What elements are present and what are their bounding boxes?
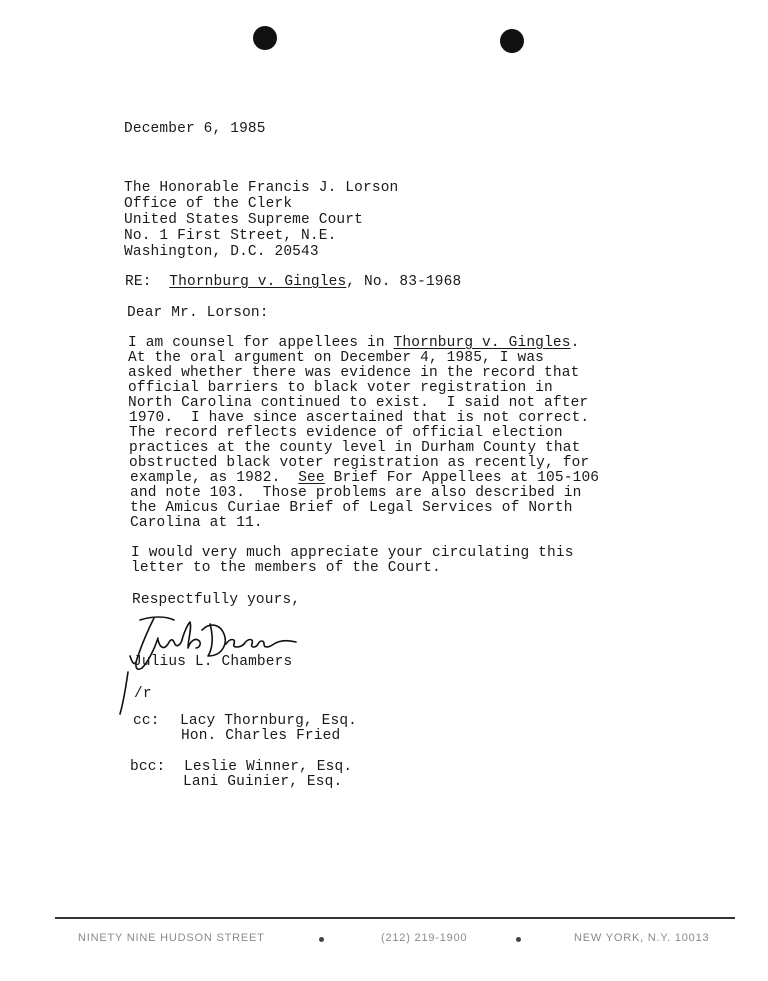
body-line: The record reflects evidence of official election — [129, 425, 563, 441]
footer-phone: (212) 219-1900 — [381, 932, 468, 944]
addressee-line-3: United States Supreme Court — [124, 212, 363, 228]
re-label: RE: — [125, 274, 152, 290]
body-line: example, as 1982. See Brief For Appellees at 105-106 — [130, 470, 600, 486]
footer-street: NINETY NINE HUDSON STREET — [78, 932, 265, 944]
body-line: the Amicus Curiae Brief of Legal Services of North — [130, 500, 573, 516]
signer-name: Julius L. Chambers — [133, 654, 293, 670]
body-case-name: Thornburg v. Gingles — [393, 335, 571, 351]
footer-bullet-2 — [516, 937, 521, 942]
body-line: official barriers to black voter registration in — [128, 380, 553, 396]
cc-label: cc: — [133, 713, 160, 729]
body-line: 1970. I have since ascertained that is not correct. — [129, 410, 590, 426]
addressee-line-2: Office of the Clerk — [124, 196, 293, 212]
re-case-name: Thornburg v. Gingles — [169, 274, 347, 290]
bcc-label: bcc: — [130, 759, 166, 775]
body-line: asked whether there was evidence in the record that — [128, 365, 580, 381]
body-line: and note 103. Those problems are also described in — [130, 485, 582, 501]
body-line: obstructed black voter registration as recently, for — [129, 455, 590, 471]
punch-hole-left — [253, 26, 277, 50]
footer-city: NEW YORK, N.Y. 10013 — [574, 932, 710, 944]
letter-date: December 6, 1985 — [124, 121, 266, 137]
typist-initials: /r — [134, 686, 152, 702]
cc-recipient-1: Lacy Thornburg, Esq. — [180, 713, 358, 729]
bcc-recipient-2: Lani Guinier, Esq. — [183, 774, 343, 790]
bcc-recipient-1: Leslie Winner, Esq. — [184, 759, 353, 775]
body-line: I am counsel for appellees in Thornburg v. Gingles. — [128, 335, 580, 351]
addressee-line-1: The Honorable Francis J. Lorson — [124, 180, 399, 196]
footer-rule — [55, 917, 735, 919]
closing: Respectfully yours, — [132, 592, 301, 608]
body-line: I would very much appreciate your circulating this — [131, 545, 574, 561]
body-line: Carolina at 11. — [130, 515, 263, 531]
punch-hole-right — [500, 29, 524, 53]
see-signal: See — [298, 470, 325, 486]
body-line: letter to the members of the Court. — [131, 560, 441, 576]
salutation: Dear Mr. Lorson: — [127, 305, 269, 321]
cc-recipient-2: Hon. Charles Fried — [181, 728, 341, 744]
re-case-number: , No. 83-1968 — [346, 274, 462, 290]
footer-bullet-1 — [319, 937, 324, 942]
body-line: At the oral argument on December 4, 1985, I was — [128, 350, 545, 366]
addressee-line-5: Washington, D.C. 20543 — [124, 244, 319, 260]
body-line: practices at the county level in Durham County that — [129, 440, 581, 456]
re-line — [125, 274, 461, 290]
body-line: North Carolina continued to exist. I said not after — [128, 395, 589, 411]
addressee-line-4: No. 1 First Street, N.E. — [124, 228, 337, 244]
